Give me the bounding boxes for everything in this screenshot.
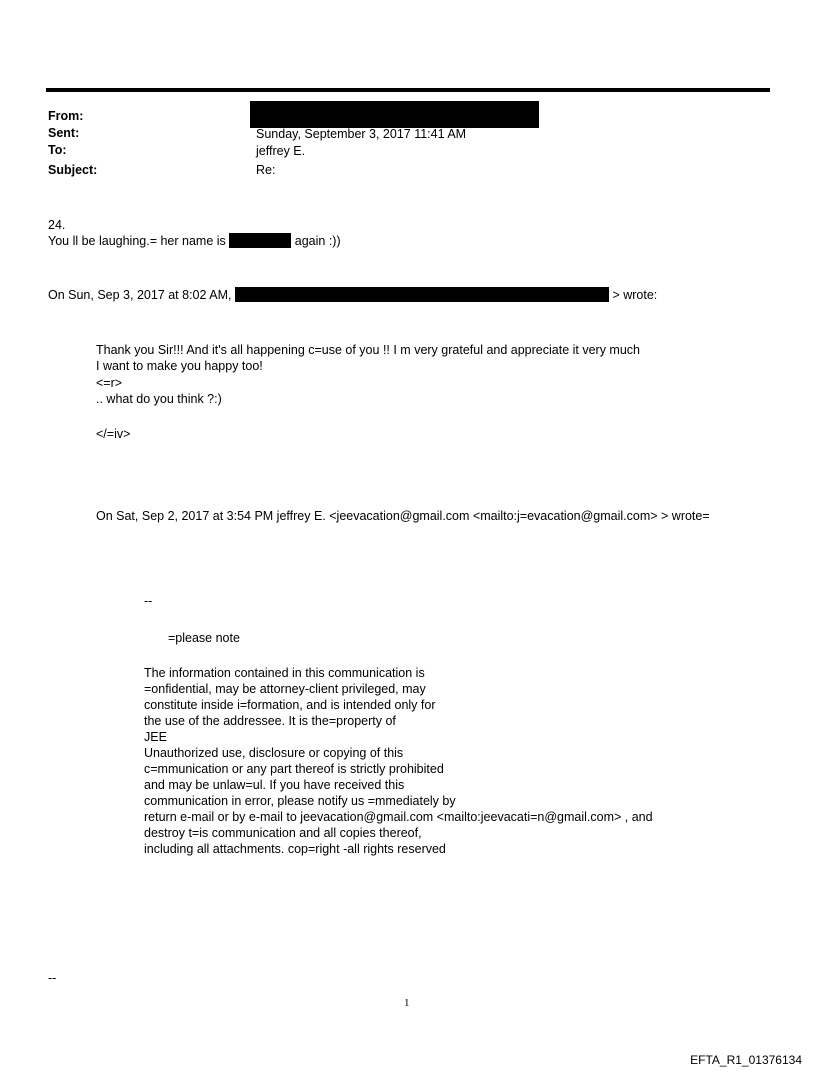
signature-dashes: -- xyxy=(144,594,153,608)
disclaimer-line: c=mmunication or any part thereof is strictly prohibited xyxy=(144,762,444,776)
reply-line-2-start: You ll be laughing.= her name is xyxy=(48,234,226,248)
disclaimer-line: including all attachments. cop=right -all rights reserved xyxy=(144,842,446,856)
reply-line-2-end: again :)) xyxy=(294,234,341,248)
reply-line-1: 24. xyxy=(48,218,66,232)
to-value: jeffrey E. xyxy=(256,144,306,158)
footer-dashes: -- xyxy=(48,971,57,985)
disclaimer-line: the use of the addressee. It is the=property of xyxy=(144,714,396,728)
quote2-attribution: On Sat, Sep 2, 2017 at 3:54 PM jeffrey E. <jeevacation@gmail.com <mailto:j=evacation@gmail.com> > wrote= xyxy=(96,509,710,523)
page-number: 1 xyxy=(404,997,410,1009)
sender-redaction xyxy=(235,287,609,302)
quote1-attribution-end: > wrote: xyxy=(612,288,658,302)
disclaimer-line: communication in error, please notify us =mmediately by xyxy=(144,794,456,808)
disclaimer-line: constitute inside i=formation, and is intended only for xyxy=(144,698,436,712)
quote1-line-4: .. what do you think ?:) xyxy=(96,392,222,406)
from-redaction xyxy=(250,101,539,128)
from-label: From: xyxy=(48,109,84,123)
disclaimer xyxy=(144,665,653,857)
sent-label: Sent: xyxy=(48,126,80,140)
document-id: EFTA_R1_01376134 xyxy=(690,1053,802,1067)
disclaimer-line: Unauthorized use, disclosure or copying of this xyxy=(144,746,404,760)
name-redaction xyxy=(229,233,291,248)
sent-value: Sunday, September 3, 2017 11:41 AM xyxy=(256,127,467,141)
quote1-attribution xyxy=(48,287,657,303)
subject-value: Re: xyxy=(256,163,276,177)
quote1-line-3: <=r> xyxy=(96,376,123,390)
please-note: =please note xyxy=(168,631,240,645)
disclaimer-line: return e-mail or by e-mail to jeevacation@gmail.com <mailto:jeevacati=n@gmail.com> , and xyxy=(144,810,653,824)
disclaimer-line: destroy t=is communication and all copies thereof, xyxy=(144,826,422,840)
quote1-line-2: I want to make you happy too! xyxy=(96,359,263,373)
quote1-line-1: Thank you Sir!!! And it's all happening c=use of you !! I m very grateful and appreciate it very much xyxy=(96,343,640,357)
reply-line-2 xyxy=(48,233,341,249)
disclaimer-line: The information contained in this communication is xyxy=(144,666,425,680)
quote1-attribution-start: On Sun, Sep 3, 2017 at 8:02 AM, xyxy=(48,288,232,302)
disclaimer-line: =onfidential, may be attorney-client privileged, may xyxy=(144,682,426,696)
header-rule xyxy=(46,88,770,92)
disclaimer-line: JEE xyxy=(144,730,167,744)
quote1-closing-tag: </=iv> xyxy=(96,427,131,441)
subject-label: Subject: xyxy=(48,163,98,177)
disclaimer-line: and may be unlaw=ul. If you have received this xyxy=(144,778,405,792)
to-label: To: xyxy=(48,143,67,157)
